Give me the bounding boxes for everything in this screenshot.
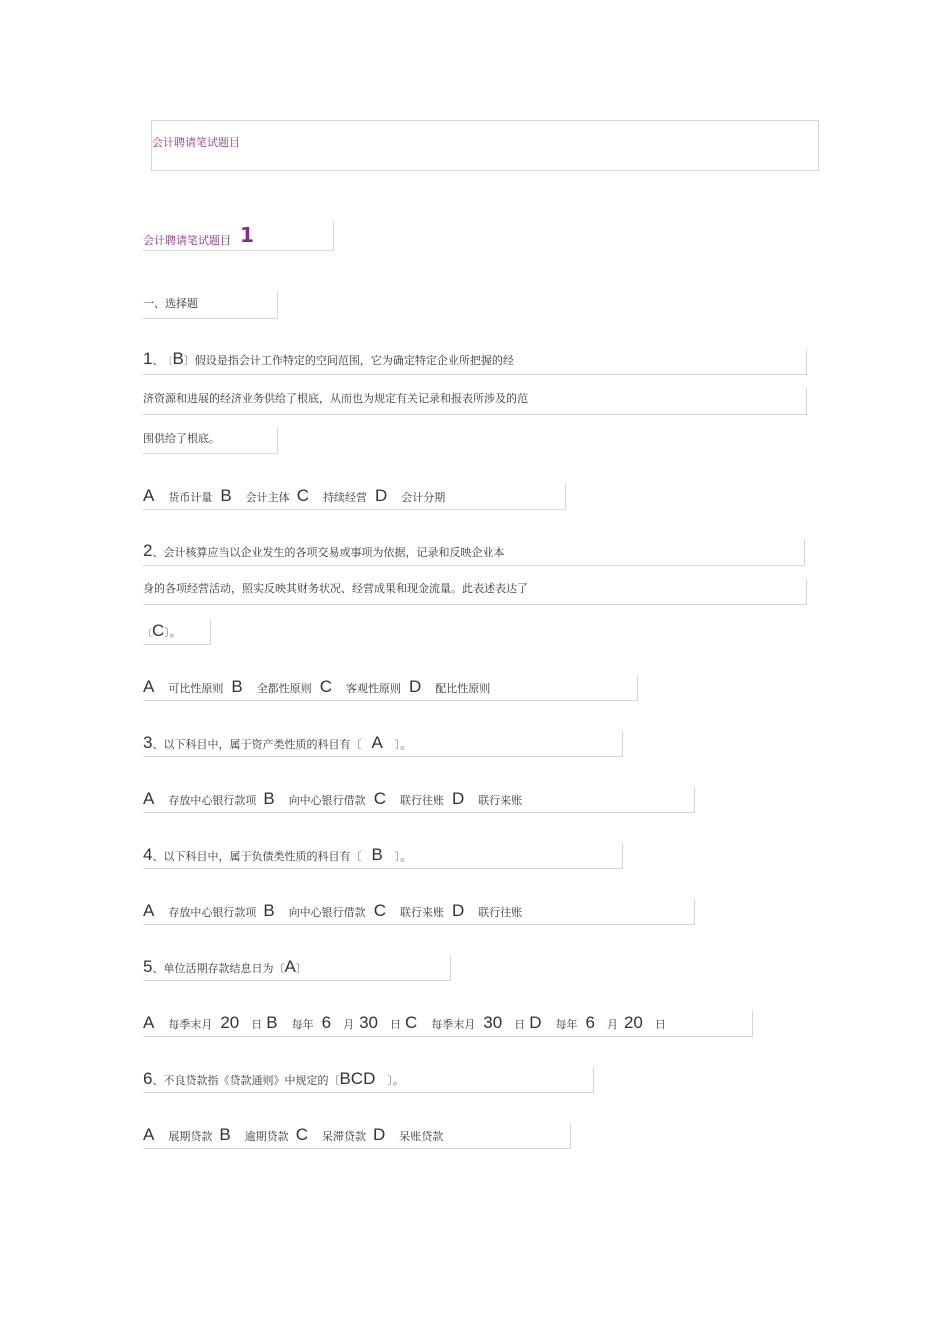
question-number: 2	[143, 541, 153, 560]
question-answer: C	[152, 621, 165, 640]
question-answer: A	[371, 733, 383, 752]
question-2-line-3: 〔 C 〕。	[143, 619, 211, 645]
question-number: 4	[143, 845, 153, 864]
question-6: 6 、不良贷款指《贷款通则》中规定的〔 BCD 〕。	[143, 1067, 594, 1093]
question-number: 5	[143, 957, 153, 976]
question-answer: BCD	[339, 1069, 376, 1088]
question-2-options: A 可比性原则 B 全都性原则 C 客观性原则 D 配比性原则	[143, 675, 638, 701]
question-1-line-1: 1 、 〔 B 〕假设是指会计工作特定的空间范围，它为确定特定企业所把握的经	[143, 349, 807, 375]
question-5-options: A 每季末月 20 日 B 每年 6 月 30 日 C 每季末月 30 日 D 每年 6 月 20 日	[143, 1011, 753, 1037]
question-number: 1	[143, 349, 153, 368]
question-1-line-2: 济资源和进展的经济业务供给了根底，从而也为规定有关记录和报表所涉及的范	[143, 388, 807, 415]
question-3-options: A 存放中心银行款项 B 向中心银行借款 C 联行往账 D 联行来账	[143, 787, 695, 813]
question-4-options: A 存放中心银行款项 B 向中心银行借款 C 联行来账 D 联行往账	[143, 899, 695, 925]
section-title	[143, 222, 334, 251]
question-4: 4 、以下科目中，属于负债类性质的科目有〔 B 〕。	[143, 843, 623, 869]
question-number: 3	[143, 733, 153, 752]
question-number: 6	[143, 1069, 153, 1088]
question-2-line-2: 身的各项经营活动，照实反映其财务状况、经营成果和现金流量。此表述表达了	[143, 579, 807, 605]
question-1-line-3: 围供给了根底。	[143, 427, 278, 454]
question-6-options: A 展期贷款 B 逾期贷款 C 呆滞贷款 D 呆账贷款	[143, 1123, 571, 1149]
question-answer: B	[371, 845, 383, 864]
question-3: 3 、以下科目中，属于资产类性质的科目有〔 A 〕。	[143, 731, 623, 757]
section-title-number: 1	[240, 223, 254, 247]
section-title-text: 会计聘请笔试题目	[143, 234, 231, 247]
question-answer: A	[284, 957, 296, 976]
question-answer: B	[172, 349, 184, 368]
question-2-line-1: 2 、会计核算应当以企业发生的各项交易或事项为依据，记录和反映企业本	[143, 539, 805, 566]
question-1-options: A 货币计量 B 会计主体 C 持续经营 D 会计分期	[143, 483, 566, 510]
document-header	[151, 120, 819, 171]
part-heading: 一、选择题	[143, 292, 278, 319]
question-5: 5 、单位活期存款结息日为〔 A 〕	[143, 955, 451, 981]
document-title: 会计聘请笔试题目	[152, 136, 240, 149]
